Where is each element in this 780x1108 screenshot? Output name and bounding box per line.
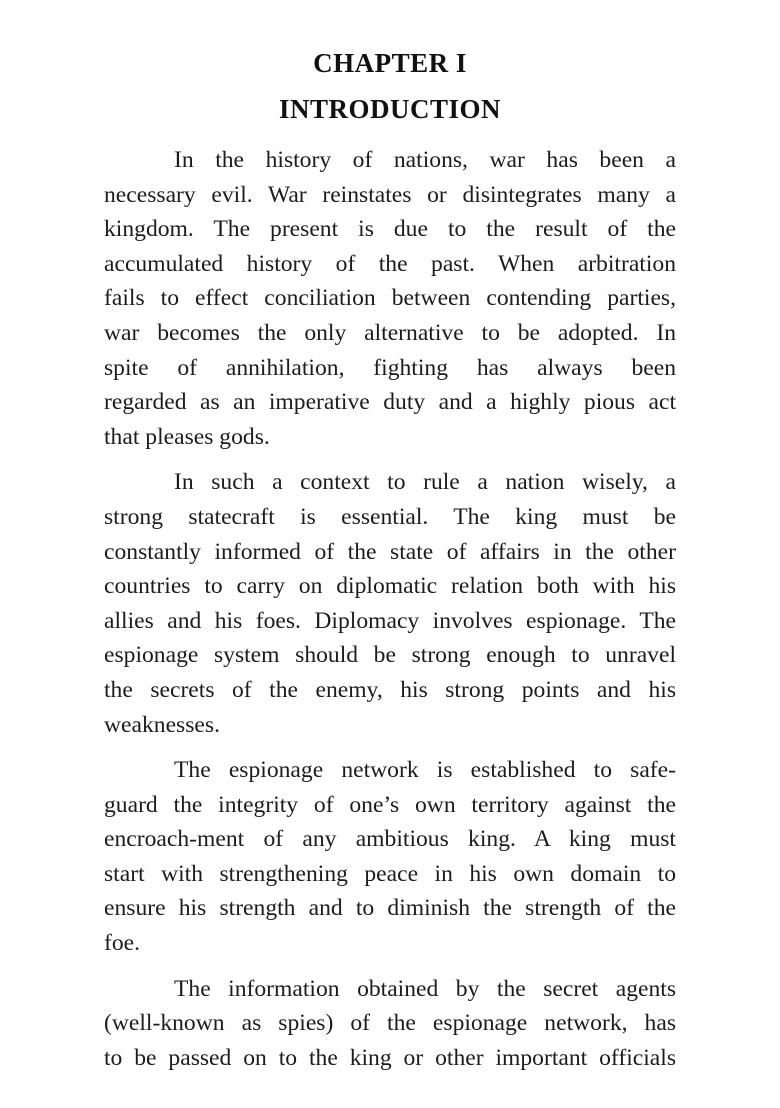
- text-line: ensure his strength and to diminish the strength of the: [104, 895, 676, 922]
- text-line: allies and his foes. Diplomacy involves espionage. The: [104, 607, 676, 634]
- text-line: (well-known as spies) of the espionage network, has: [104, 1010, 676, 1037]
- paragraph-1: [104, 143, 676, 454]
- text-line: espionage system should be strong enough to unravel: [104, 642, 676, 669]
- text-line: countries to carry on diplomatic relation both with his: [104, 573, 676, 600]
- text-line: strong statecraft is essential. The king must be: [104, 503, 676, 530]
- text-line: regarded as an imperative duty and a highly pious act: [104, 389, 676, 416]
- paragraph-2: [104, 465, 676, 742]
- text-line: The espionage network is established to safe-: [174, 757, 676, 784]
- text-line: accumulated history of the past. When arbitration: [104, 250, 676, 277]
- text-line: The information obtained by the secret agents: [174, 975, 676, 1002]
- text-line: In the history of nations, war has been a: [174, 147, 676, 173]
- text-line: guard the integrity of one’s own territory against the: [104, 791, 676, 818]
- text-line: spite of annihilation, fighting has always been: [104, 354, 676, 381]
- text-line: In such a context to rule a nation wisely, a: [174, 469, 676, 496]
- text-line: foe.: [104, 930, 141, 957]
- text-line: necessary evil. War reinstates or disintegrates many a: [104, 181, 676, 208]
- text-line: fails to effect conciliation between contending parties,: [104, 285, 676, 312]
- text-line: start with strengthening peace in his own domain to: [104, 860, 676, 887]
- chapter-body: [104, 143, 676, 1086]
- text-line: weaknesses.: [104, 711, 220, 738]
- text-line: the secrets of the enemy, his strong points and his: [104, 676, 676, 703]
- text-line: that pleases gods.: [104, 423, 270, 450]
- paragraph-3: [104, 753, 676, 961]
- text-line: kingdom. The present is due to the result of the: [104, 216, 676, 243]
- text-line: war becomes the only alternative to be adopted. In: [104, 319, 676, 346]
- chapter-number: CHAPTER I: [313, 48, 467, 78]
- paragraph-4: [104, 972, 676, 1076]
- text-line: encroach-ment of any ambitious king. A king must: [104, 826, 676, 853]
- text-line: to be passed on to the king or other important officials: [104, 1044, 676, 1071]
- chapter-title: INTRODUCTION: [278, 94, 502, 124]
- text-line: constantly informed of the state of affairs in the other: [104, 538, 676, 565]
